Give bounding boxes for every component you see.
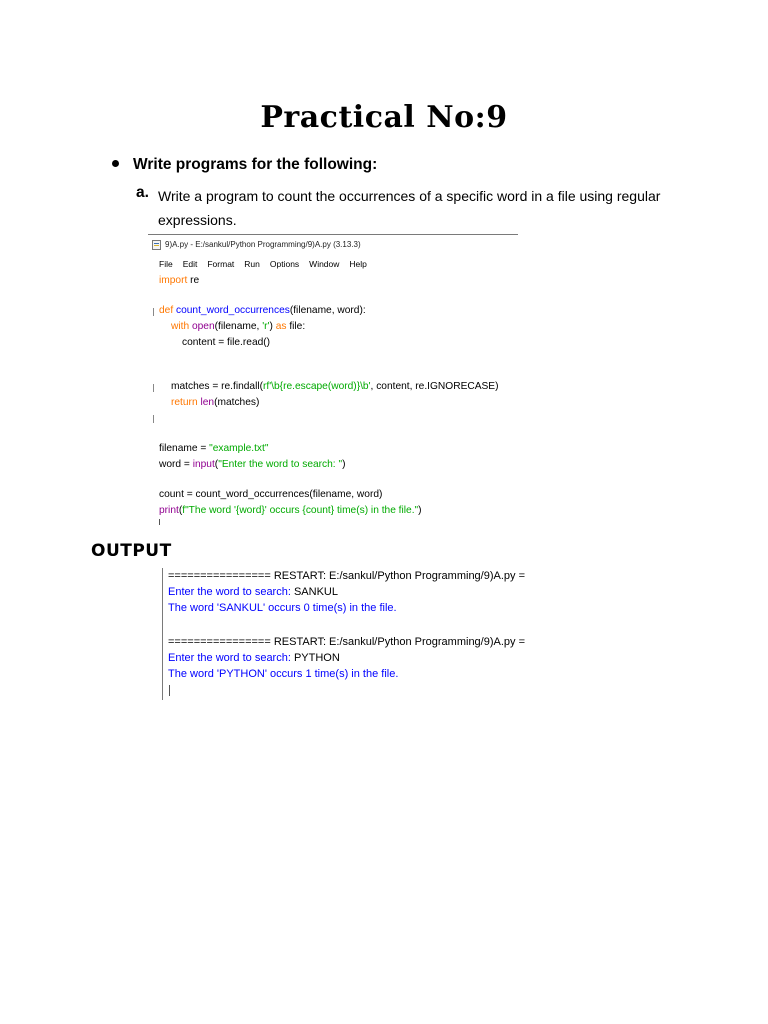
gutter-marker [153, 384, 154, 392]
question-label: a. [136, 184, 149, 201]
shell-result-line: The word 'SANKUL' occurs 0 time(s) in the file. [168, 602, 397, 614]
menu-run[interactable]: Run [244, 259, 260, 269]
bullet-icon [112, 160, 119, 167]
code-line: import re [159, 275, 200, 286]
bullet-item [112, 156, 377, 174]
question-text: Write a program to count the occurrences of a specific word in a file using regular expressions. [158, 188, 661, 228]
bullet-text: Write programs for the following: [133, 156, 378, 173]
code-line: word = input("Enter the word to search: ") [159, 459, 346, 470]
gutter-marker [153, 308, 154, 316]
restart-line: ================ RESTART: E:/sankul/Python Programming/9)A.py = [168, 570, 526, 582]
menu-edit[interactable]: Edit [182, 259, 198, 269]
shell-prompt-line: Enter the word to search: SANKUL [168, 586, 338, 598]
menu-window[interactable]: Window [309, 259, 340, 269]
code-line: filename = "example.txt" [159, 443, 269, 454]
shell-cursor [169, 685, 170, 696]
code-line: count = count_word_occurrences(filename, word) [159, 489, 383, 500]
output-heading: OUTPUT [91, 541, 172, 561]
menu-file[interactable]: File [159, 259, 173, 269]
editor-title: 9)A.py - E:/sankul/Python Programming/9)A.py (3.13.3) [165, 240, 361, 250]
code-line: print(f"The word '{word}' occurs {count} time(s) in the file.") [159, 505, 422, 516]
gutter-marker [153, 415, 154, 423]
page-title: Practical No:9 [260, 100, 508, 135]
menu-help[interactable]: Help [349, 259, 367, 269]
menu-format[interactable]: Format [207, 259, 235, 269]
idle-editor-window [148, 234, 518, 525]
shell-prompt-line: Enter the word to search: PYTHON [168, 652, 340, 664]
editor-menubar [159, 259, 377, 269]
code-line: return len(matches) [171, 397, 260, 408]
code-line: content = file.read() [182, 337, 271, 348]
code-line: def count_word_occurrences(filename, word): [159, 305, 366, 316]
menu-options[interactable]: Options [269, 259, 300, 269]
idle-shell-output[interactable] [162, 568, 543, 700]
code-line: matches = re.findall(rf'\b{re.escape(word)}\b', content, re.IGNORECASE) [171, 381, 499, 392]
python-file-icon [152, 240, 161, 250]
shell-result-line: The word 'PYTHON' occurs 1 time(s) in the file. [168, 668, 399, 680]
code-line: with open(filename, 'r') as file: [171, 321, 306, 332]
restart-line: ================ RESTART: E:/sankul/Python Programming/9)A.py = [168, 636, 526, 648]
text-cursor [159, 519, 160, 525]
editor-titlebar [152, 240, 361, 254]
